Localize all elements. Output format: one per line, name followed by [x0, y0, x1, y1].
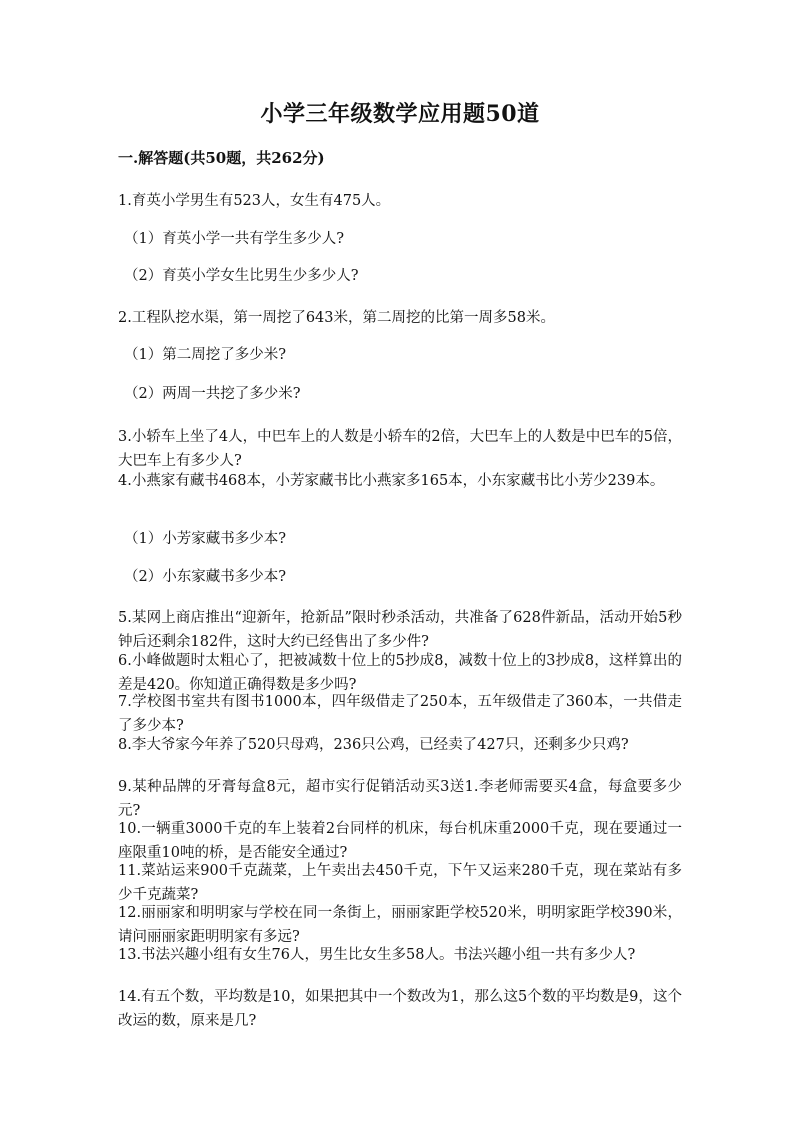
question-7: 7.学校图书室共有图书1000本，四年级借走了250本，五年级借走了360本，一共借走了多少本?: [118, 694, 682, 734]
question-4-sub-2: （2）小东家藏书多少本?: [124, 569, 286, 585]
question-6: 6.小峰做题时太粗心了，把被减数十位上的5抄成8，减数十位上的3抄成8，这样算出的差是420。你知道正确得数是多少吗?: [118, 653, 682, 693]
question-1-sub-2: （2）育英小学女生比男生少多少人?: [124, 268, 359, 284]
question-4-sub-1: （1）小芳家藏书多少本?: [124, 531, 286, 547]
question-1-sub-1: （1）育英小学一共有学生多少人?: [124, 231, 344, 247]
question-2-sub-2: （2）两周一共挖了多少米?: [124, 386, 301, 402]
section-heading: 一.解答题(共50题，共262分): [118, 149, 325, 167]
question-1: 1.育英小学男生有523人，女生有475人。: [118, 193, 391, 209]
question-12: 12.丽丽家和明明家与学校在同一条街上，丽丽家距学校520米，明明家距学校390米，请问丽丽家距明明家有多远?: [118, 905, 682, 945]
question-11: 11.菜站运来900千克蔬菜，上午卖出去450千克，下午又运来280千克，现在菜站有多少千克蔬菜?: [118, 863, 682, 903]
question-2-sub-1: （1）第二周挖了多少米?: [124, 347, 286, 363]
question-14: 14.有五个数，平均数是10，如果把其中一个数改为1，那么这5个数的平均数是9，这个改运的数，原来是几?: [118, 989, 682, 1029]
question-3: 3.小轿车上坐了4人，中巴车上的人数是小轿车的2倍，大巴车上的人数是中巴车的5倍，大巴车上有多少人?: [118, 429, 682, 469]
question-2: 2.工程队挖水渠，第一周挖了643米，第二周挖的比第一周多58米。: [118, 310, 555, 326]
question-5: 5.某网上商店推出“迎新年，抢新品”限时秒杀活动，共准备了628件新品，活动开始5秒钟后还剩余182件，这时大约已经售出了多少件?: [118, 610, 682, 650]
page-title: 小学三年级数学应用题50道: [260, 101, 540, 127]
question-8: 8.李大爷家今年养了520只母鸡，236只公鸡，已经卖了427只，还剩多少只鸡?: [118, 737, 629, 753]
question-13: 13.书法兴趣小组有女生76人，男生比女生多58人。书法兴趣小组一共有多少人?: [118, 947, 636, 963]
question-10: 10.一辆重3000千克的车上装着2台同样的机床，每台机床重2000千克，现在要通过一座限重10吨的桥，是否能安全通过?: [118, 821, 682, 861]
question-9: 9.某种品牌的牙膏每盒8元，超市实行促销活动买3送1.李老师需要买4盒，每盒要多少元?: [118, 779, 682, 819]
question-4: 4.小燕家有藏书468本，小芳家藏书比小燕家多165本，小东家藏书比小芳少239本。: [118, 473, 665, 489]
